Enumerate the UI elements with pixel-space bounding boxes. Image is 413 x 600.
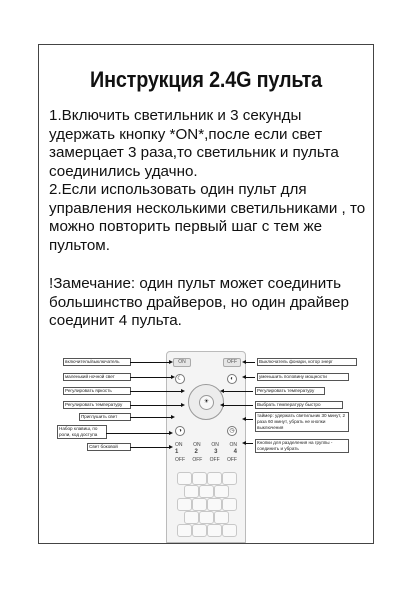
label-night-light: маленький ночной свет <box>63 373 131 381</box>
arrow-icon <box>223 391 253 392</box>
channel-off-2: OFF <box>192 457 203 463</box>
channel-num-1: 1 <box>175 449 179 455</box>
label-group-keys: Кнопки для разделения на группы - соединить и убрать <box>255 439 349 453</box>
channel-num-2: 2 <box>194 449 198 455</box>
note-block <box>49 275 371 331</box>
moon-icon: ☾ <box>175 374 185 384</box>
label-temperature-right: Регулировать температуру <box>255 387 325 395</box>
arrow-icon <box>106 433 170 434</box>
on-button: ON <box>173 358 191 367</box>
channel-on-3: ON <box>211 442 219 448</box>
timer-icon: ◷ <box>227 426 237 436</box>
channel-on-4: ON <box>229 442 237 448</box>
channel-off-4: OFF <box>226 457 237 463</box>
arrow-icon <box>130 391 182 392</box>
channel-number-row <box>175 449 237 455</box>
label-temperature-left: Регулировать температуру <box>63 401 131 409</box>
arrow-icon <box>245 443 253 444</box>
instructions-body <box>49 107 371 255</box>
arrow-icon <box>223 405 253 406</box>
channel-on-row <box>175 442 237 448</box>
channel-on-1: ON <box>175 442 183 448</box>
page-title: Инструкция 2.4G пульта <box>90 67 322 92</box>
off-button: OFF <box>223 358 241 367</box>
remote-grip-pattern <box>177 472 235 536</box>
label-quick-temperature: Выбрать температуру быстро <box>255 401 343 409</box>
channel-num-4: 4 <box>233 449 237 455</box>
note-text: !Замечание: один пульт может соединить большинство драйверов, но один драйвер соединит 4 пульта. <box>49 275 349 329</box>
label-half-power: уменьшить половину мощности <box>257 373 349 381</box>
half-power-icon: ◐ <box>227 374 237 384</box>
arrow-icon <box>130 405 182 406</box>
label-timer: таймер: удержать светильник 30 минут, 2 раза 60 минут, убрать не кнопки выключения <box>255 412 349 432</box>
arrow-icon <box>245 377 255 378</box>
label-dim-light: Приглушить свет <box>79 413 131 421</box>
channel-off-row <box>175 457 237 463</box>
instruction-step-2: 2.Если использовать один пульт для управления несколькими светильниками , то можно повторить первый шаг с тем же пультом. <box>49 181 366 254</box>
remote-diagram <box>166 351 246 543</box>
channel-num-3: 3 <box>214 449 218 455</box>
channel-off-1: OFF <box>175 457 185 463</box>
label-key-set: Набор клавиш, по роли, код доступа <box>57 425 107 439</box>
arrow-icon <box>130 362 170 363</box>
arrow-icon <box>130 447 170 448</box>
label-power-switch: включитель/выключатель <box>63 358 131 366</box>
dim-icon: ◑ <box>175 426 185 436</box>
label-side-light: Свет боковой <box>87 443 131 451</box>
label-brightness: Регулировать яркость <box>63 387 131 395</box>
dial-center-icon: ☀ <box>199 395 214 410</box>
instruction-step-1: 1.Включить светильник и 3 секунды удержать кнопку *ON*,после если свет замерцает 3 раза,то светильник и пульта соединились удачно. <box>49 107 339 180</box>
instruction-card <box>38 44 374 544</box>
arrow-icon <box>245 419 253 420</box>
label-lamp-switch: Выключатель фонари, котор энерг <box>257 358 357 366</box>
arrow-icon <box>130 377 172 378</box>
arrow-icon <box>130 417 172 418</box>
channel-on-2: ON <box>193 442 201 448</box>
channel-off-3: OFF <box>209 457 220 463</box>
brightness-dial <box>188 384 224 420</box>
arrow-icon <box>245 362 255 363</box>
